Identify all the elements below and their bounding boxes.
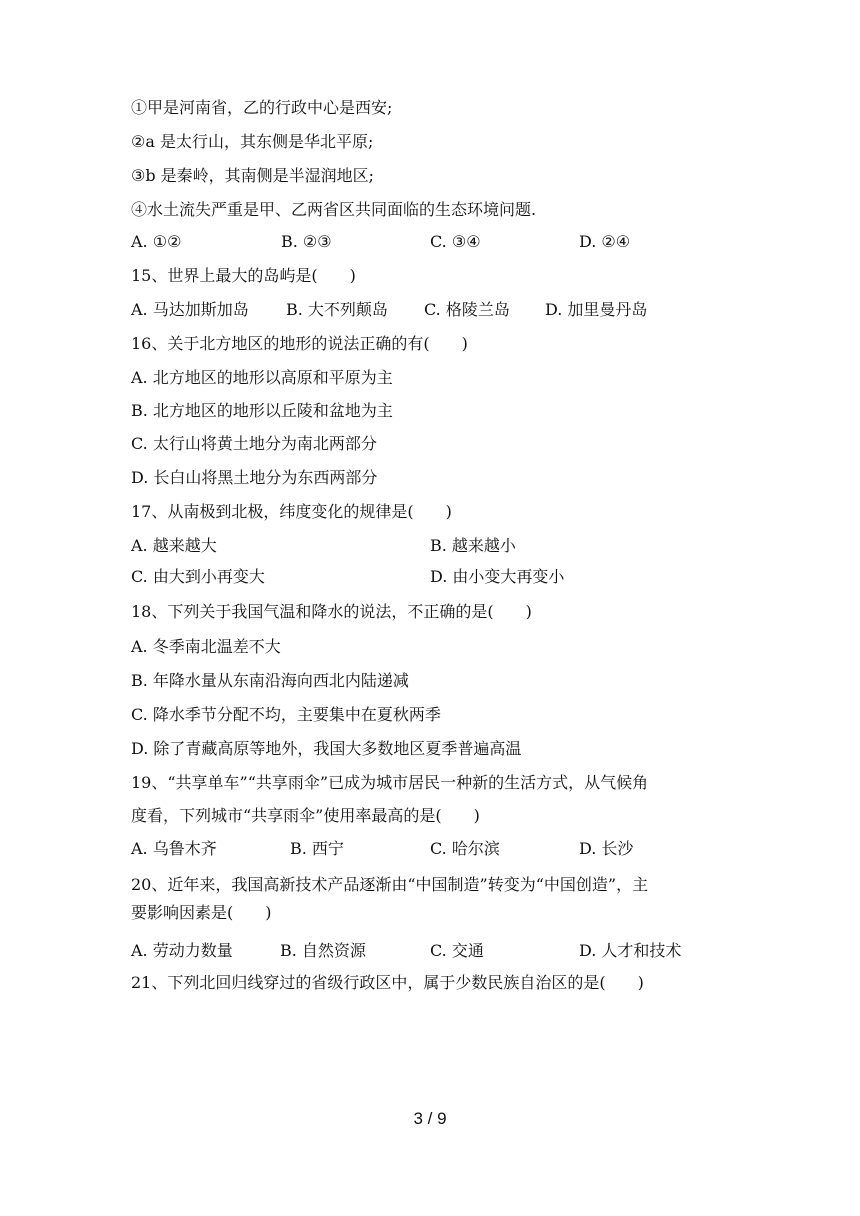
q15-option-a: A. 马达加斯加岛 (131, 300, 249, 319)
q17-option-a: A. 越来越大 (131, 536, 217, 555)
q16-option-d: D. 长白山将黑土地分为东西两部分 (131, 468, 378, 487)
q16-option-a: A. 北方地区的地形以高原和平原为主 (131, 368, 393, 387)
q17-option-b: B. 越来越小 (430, 536, 516, 555)
q18-option-c: C. 降水季节分配不均，主要集中在夏秋两季 (131, 705, 441, 724)
q17-option-d: D. 由小变大再变小 (430, 567, 565, 586)
q20-option-d: D. 人才和技术 (579, 941, 682, 960)
statement-2: ②a 是太行山，其东侧是华北平原; (131, 132, 374, 151)
q19-stem-line2: 度看，下列城市“共享雨伞”使用率最高的是( ) (131, 806, 480, 825)
q16-stem: 16、关于北方地区的地形的说法正确的有( ) (131, 334, 468, 353)
q18-option-a: A. 冬季南北温差不大 (131, 637, 281, 656)
q18-option-b: B. 年降水量从东南沿海向西北内陆递减 (131, 671, 409, 690)
q14-option-a: A. ①② (131, 232, 182, 251)
q19-option-a: A. 乌鲁木齐 (131, 839, 217, 858)
q16-option-c: C. 太行山将黄土地分为南北两部分 (131, 434, 377, 453)
statement-4: ④水土流失严重是甲、乙两省区共同面临的生态环境问题. (131, 200, 537, 219)
q15-stem: 15、世界上最大的岛屿是( ) (131, 266, 356, 285)
q19-option-c: C. 哈尔滨 (430, 839, 500, 858)
q15-option-b: B. 大不列颠岛 (286, 300, 388, 319)
q17-stem: 17、从南极到北极，纬度变化的规律是( ) (131, 502, 452, 521)
q19-stem-line1: 19、“共享单车”“共享雨伞”已成为城市居民一种新的生活方式，从气候角 (131, 773, 649, 792)
q15-option-c: C. 格陵兰岛 (424, 300, 510, 319)
q14-option-c: C. ③④ (430, 232, 481, 251)
q14-option-b: B. ②③ (281, 232, 332, 251)
q17-option-c: C. 由大到小再变大 (131, 567, 265, 586)
q14-option-d: D. ②④ (579, 232, 631, 251)
q18-stem: 18、下列关于我国气温和降水的说法，不正确的是( ) (131, 602, 532, 621)
statement-1: ①甲是河南省，乙的行政中心是西安; (131, 98, 393, 117)
q20-stem-line1: 20、近年来，我国高新技术产品逐渐由“中国制造”转变为“中国创造”，主 (131, 875, 649, 894)
q19-option-b: B. 西宁 (290, 839, 344, 858)
q16-option-b: B. 北方地区的地形以丘陵和盆地为主 (131, 401, 393, 420)
q15-option-d: D. 加里曼丹岛 (545, 300, 648, 319)
page-number: 3 / 9 (413, 1109, 447, 1128)
q19-option-d: D. 长沙 (579, 839, 634, 858)
q20-option-a: A. 劳动力数量 (131, 941, 233, 960)
q20-option-b: B. 自然资源 (280, 941, 366, 960)
q20-option-c: C. 交通 (430, 941, 484, 960)
q18-option-d: D. 除了青藏高原等地外，我国大多数地区夏季普遍高温 (131, 739, 522, 758)
q20-stem-line2: 要影响因素是( ) (131, 903, 272, 922)
q21-stem: 21、下列北回归线穿过的省级行政区中，属于少数民族自治区的是( ) (131, 973, 644, 992)
statement-3: ③b 是秦岭，其南侧是半湿润地区; (131, 166, 375, 185)
